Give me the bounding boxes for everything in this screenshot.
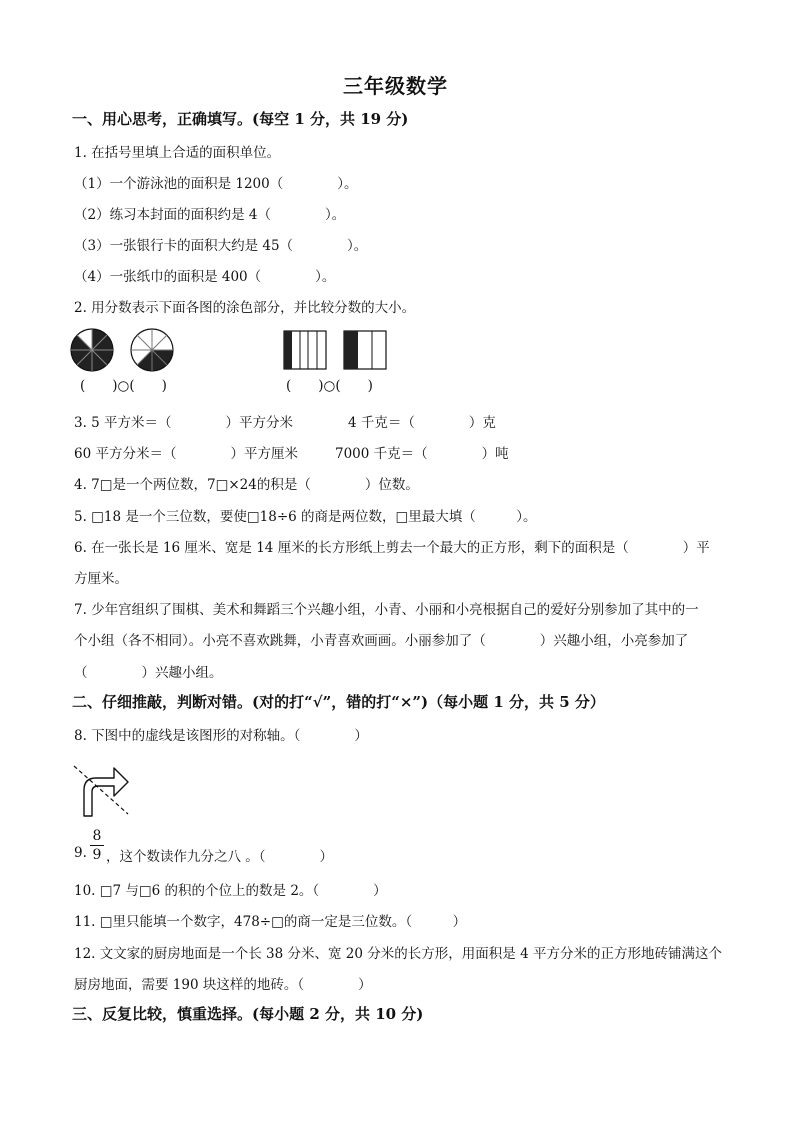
q2-right-answer: ( )○( ) <box>286 378 373 394</box>
q9-fraction-numerator: 8 <box>92 828 102 844</box>
q9-number: 9. <box>74 845 87 861</box>
q4: 4. 7□是一个两位数，7□×24的积是（ ）位数。 <box>74 477 419 493</box>
q12-line-2: 厨房地面，需要 190 块这样的地砖。（ ） <box>74 977 372 993</box>
q7-line-2: 个小组（各不相同）。小亮不喜欢跳舞，小青喜欢画画。小丽参加了（ ）兴趣小组，小亮参加了 <box>74 633 689 649</box>
q3-d: 7000 千克＝（ ）吨 <box>335 446 509 462</box>
q11: 11. □里只能填一个数字，478÷□的商一定是三位数。（ ） <box>74 914 467 930</box>
q9-fraction-denominator: 9 <box>92 847 102 863</box>
q1-item-1: （1）一个游泳池的面积是 1200（ ）。 <box>74 176 358 192</box>
q3-c: 60 平方分米＝（ ）平方厘米 <box>74 446 298 462</box>
q5: 5. □18 是一个三位数，要使□18÷6 的商是两位数，□里最大填（ ）。 <box>74 509 537 525</box>
q7-line-1: 7. 少年宫组织了围棋、美术和舞蹈三个兴趣小组，小青、小丽和小亮根据自己的爱好分别参加了其中的一 <box>74 602 699 618</box>
q8: 8. 下图中的虚线是该图形的对称轴。（ ） <box>74 728 368 744</box>
q6-line-1: 6. 在一张长是 16 厘米、宽是 14 厘米的长方形纸上剪去一个最大的正方形，剩下的面积是（ ）平 <box>74 540 710 556</box>
q3-b: 4 千克＝（ ）克 <box>348 415 496 431</box>
q6-line-2: 方厘米。 <box>74 571 128 587</box>
circle-8-parts-7-shaded <box>71 329 113 371</box>
q2-circle-figures <box>70 328 180 372</box>
q1-stem: 1. 在括号里填上合适的面积单位。 <box>74 145 281 161</box>
q1-item-4: （4）一张纸巾的面积是 400（ ）。 <box>74 269 336 285</box>
page-title: 三年级数学 <box>343 74 448 98</box>
circle-8-parts-3-shaded <box>131 329 173 371</box>
section-2-heading: 二、仔细推敲，判断对错。(对的打“√”，错的打“×”)（每小题 1 分，共 5 分） <box>72 693 605 711</box>
section-1-heading: 一、用心思考，正确填写。(每空 1 分，共 19 分) <box>72 110 409 128</box>
q10: 10. □7 与□6 的积的个位上的数是 2。（ ） <box>74 883 387 899</box>
rect-5-strips-shaded <box>284 331 326 369</box>
q1-item-3: （3）一张银行卡的面积大约是 45（ ）。 <box>74 238 368 254</box>
q9-text: ，这个数读作九分之八 。（ ） <box>106 849 334 865</box>
q3-a: 3. 5 平方米＝（ ）平方分米 <box>74 415 294 431</box>
q8-turn-arrow-figure <box>70 760 134 818</box>
q7-line-3: （ ）兴趣小组。 <box>74 665 223 681</box>
q2-rect-figures <box>283 330 393 370</box>
rect-3-strips-shaded <box>344 331 386 369</box>
q2-stem: 2. 用分数表示下面各图的涂色部分，并比较分数的大小。 <box>74 300 416 316</box>
q9-fraction <box>90 828 104 863</box>
q12-line-1: 12. 文文家的厨房地面是一个长 38 分米、宽 20 分米的长方形，用面积是 4 平方分米的正方形地砖铺满这个 <box>74 946 722 962</box>
q1-item-2: （2）练习本封面的面积约是 4（ ）。 <box>74 207 346 223</box>
q2-left-answer: ( )○( ) <box>80 378 167 394</box>
section-3-heading: 三、反复比较，慎重选择。(每小题 2 分，共 10 分) <box>72 1005 424 1023</box>
